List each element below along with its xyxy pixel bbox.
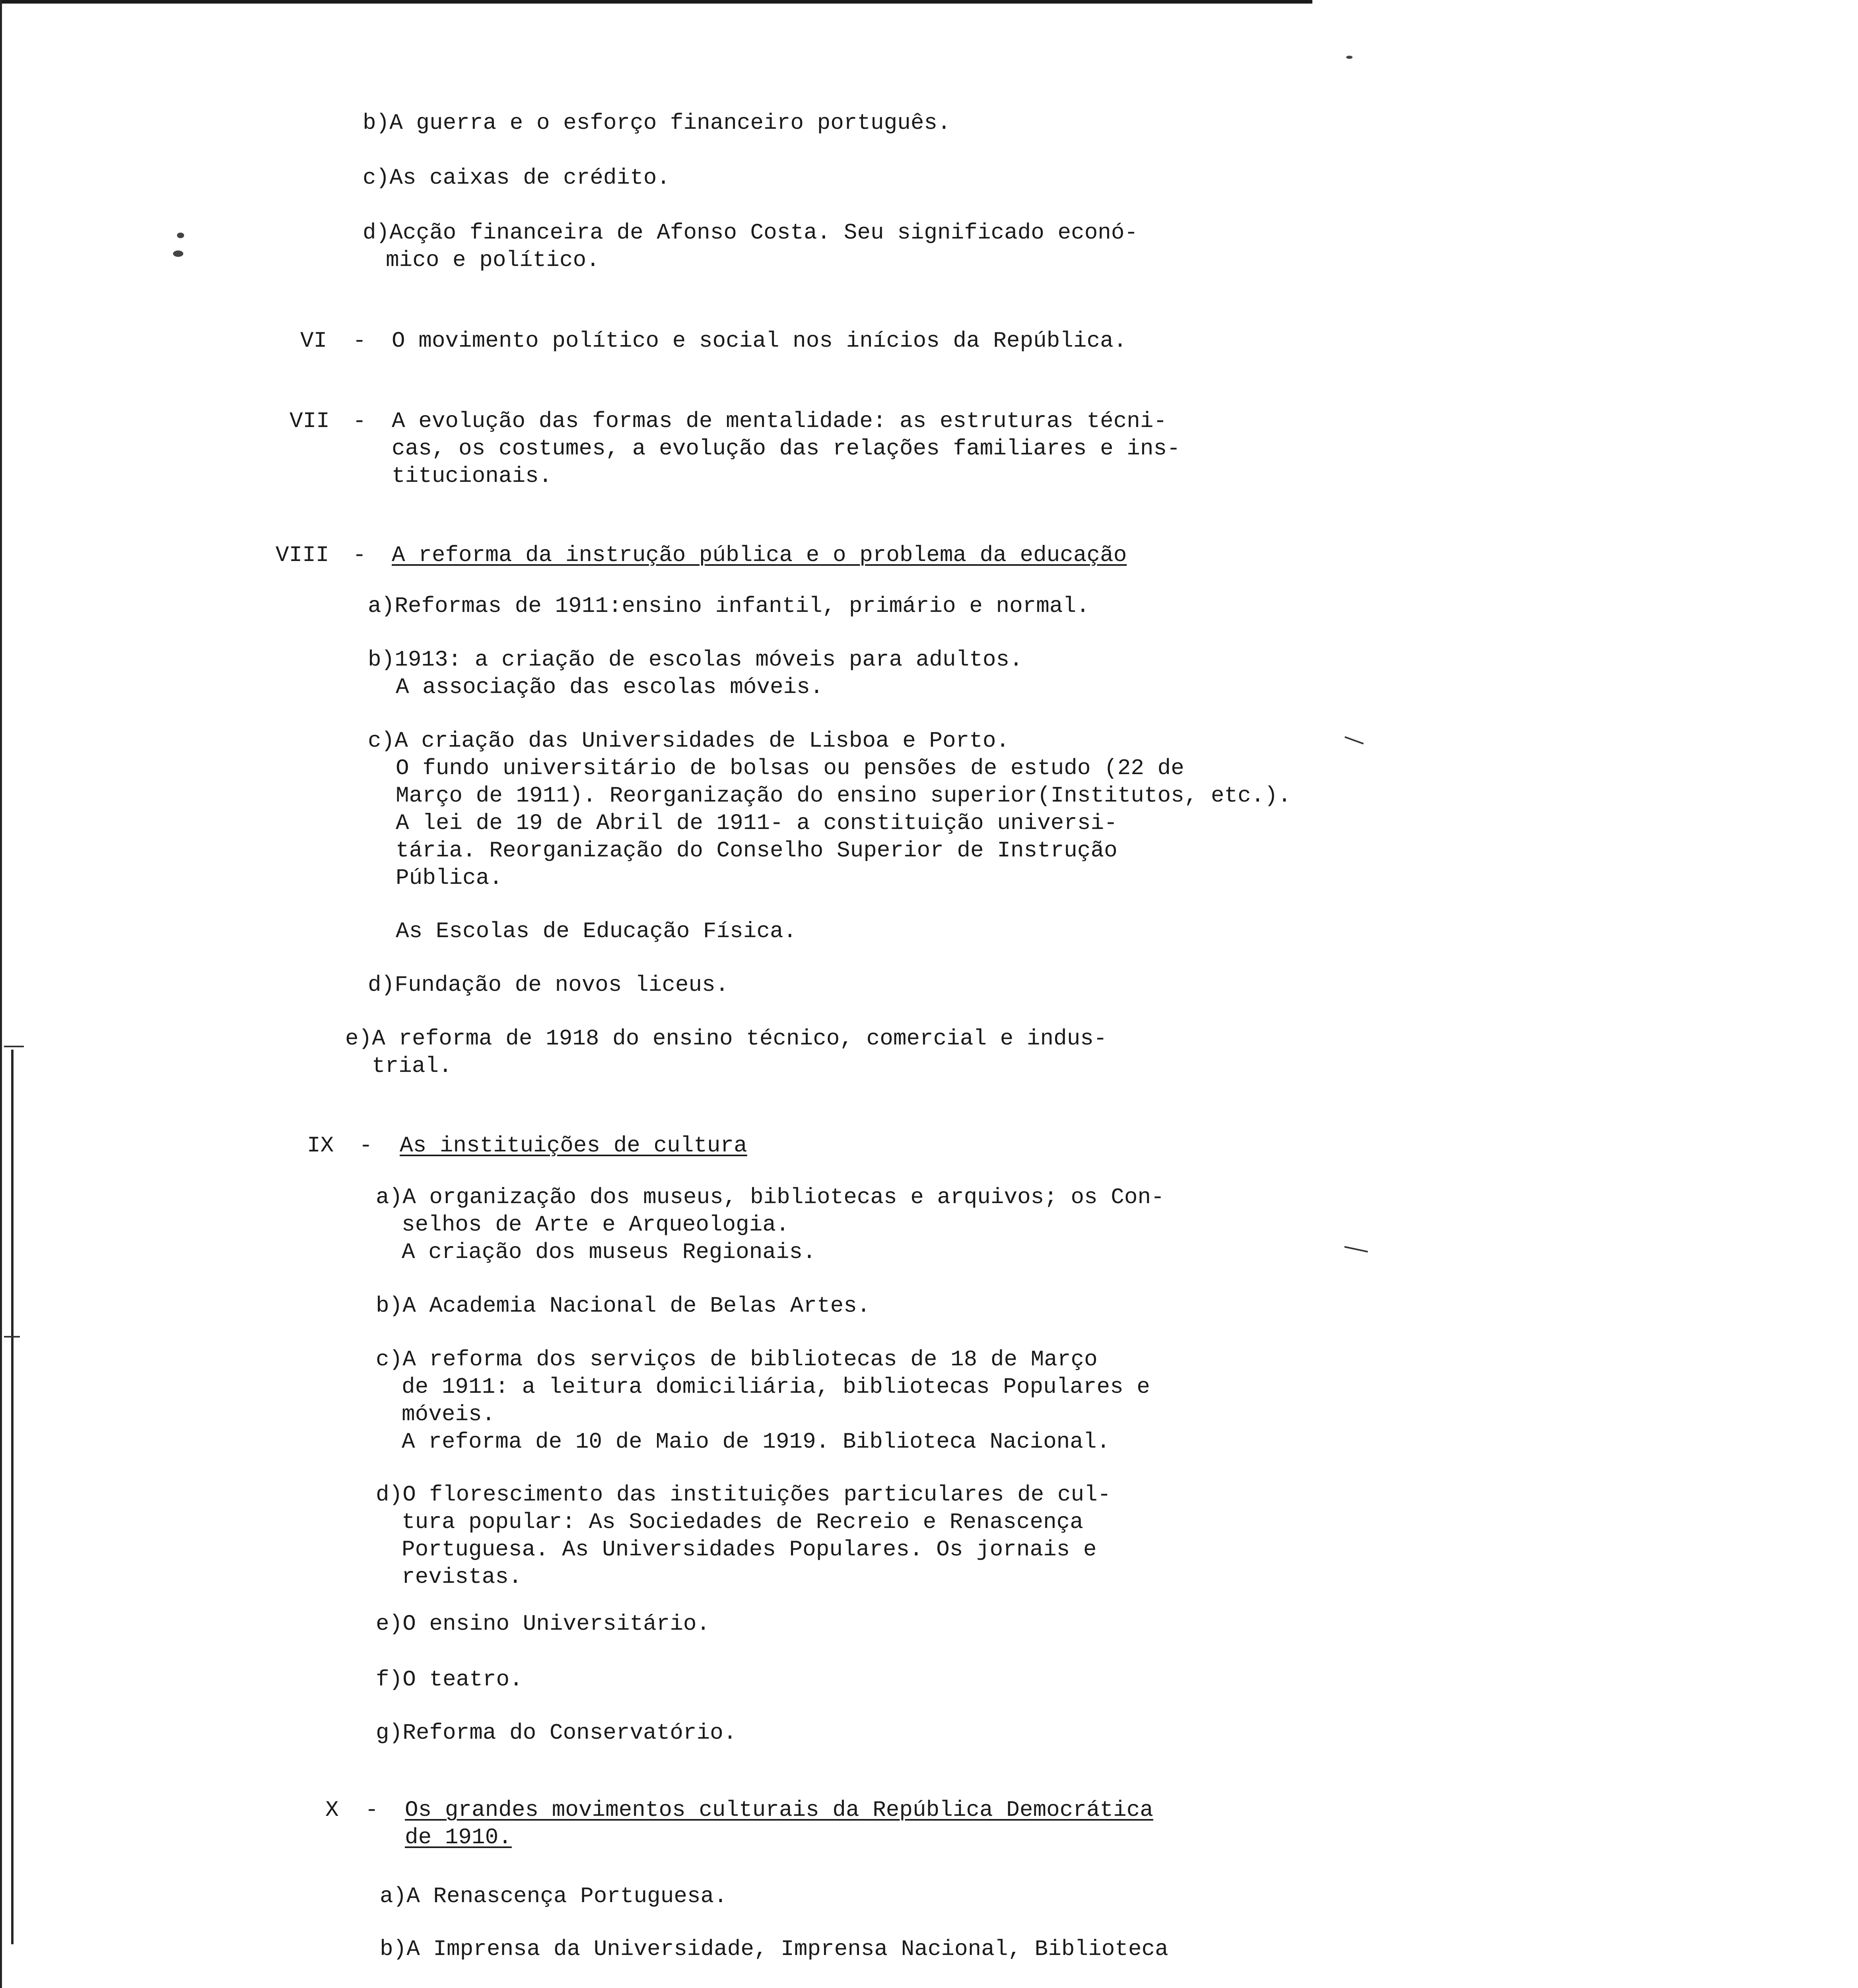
item-g: g)Reforma do Conservatório. bbox=[376, 1720, 737, 1745]
section-dash: - bbox=[359, 1133, 373, 1158]
item-d-line: tura popular: As Sociedades de Recreio e Renascença bbox=[402, 1509, 1083, 1535]
item-d-line: mico e político. bbox=[386, 247, 600, 273]
item-c-extra: As Escolas de Educação Física. bbox=[396, 918, 797, 944]
section-text-line: cas, os costumes, a evolução das relações familiares e ins- bbox=[392, 436, 1180, 461]
item-c-line: Março de 1911). Reorganização do ensino superior(Institutos, etc.). bbox=[396, 783, 1291, 808]
section-heading: Os grandes movimentos culturais da República Democrática bbox=[405, 1797, 1153, 1823]
scan-border-top bbox=[0, 0, 1312, 4]
item-a: a)Reformas de 1911:ensino infantil, primário e normal. bbox=[368, 593, 1090, 619]
scan-mark bbox=[1344, 1246, 1368, 1252]
item-c: c)As caixas de crédito. bbox=[363, 165, 670, 190]
item-e-line: trial. bbox=[372, 1053, 452, 1079]
section-number: VII bbox=[290, 408, 330, 434]
item-b: b)A Academia Nacional de Belas Artes. bbox=[376, 1293, 871, 1318]
item-c-line: de 1911: a leitura domiciliária, bibliotecas Populares e bbox=[402, 1374, 1150, 1400]
item-b-line: A associação das escolas móveis. bbox=[396, 674, 824, 700]
section-dash: - bbox=[353, 542, 366, 568]
item-e: e)A reforma de 1918 do ensino técnico, comercial e indus- bbox=[345, 1026, 1107, 1051]
section-dash: - bbox=[365, 1797, 379, 1823]
section-number: X bbox=[325, 1797, 339, 1823]
scan-tick bbox=[4, 1336, 20, 1338]
section-heading: A reforma da instrução pública e o problema da educação bbox=[392, 542, 1127, 568]
item-c-line: O fundo universitário de bolsas ou pensões de estudo (22 de bbox=[396, 755, 1184, 781]
item-c: c)A reforma dos serviços de bibliotecas de 18 de Março bbox=[376, 1347, 1098, 1372]
scan-speck bbox=[177, 233, 184, 238]
item-b: b)A guerra e o esforço financeiro português. bbox=[363, 110, 951, 136]
section-dash: - bbox=[353, 408, 366, 434]
item-c-line: móveis. bbox=[402, 1402, 496, 1427]
scan-border-left-inner bbox=[11, 1050, 14, 1944]
item-a: a)A Renascença Portuguesa. bbox=[380, 1883, 727, 1909]
item-d: d)Acção financeira de Afonso Costa. Seu significado econó- bbox=[363, 220, 1138, 245]
section-heading-line: de 1910. bbox=[405, 1825, 512, 1850]
item-c-line: A reforma de 10 de Maio de 1919. Biblioteca Nacional. bbox=[402, 1429, 1110, 1454]
item-c-line: Pública. bbox=[396, 865, 503, 891]
item-c-line: tária. Reorganização do Conselho Superior de Instrução bbox=[396, 838, 1118, 863]
section-text-line: A evolução das formas de mentalidade: as estruturas técni- bbox=[392, 408, 1167, 434]
item-d: d)O florescimento das instituições particulares de cul- bbox=[376, 1482, 1111, 1507]
item-d-line: Portuguesa. As Universidades Populares. Os jornais e bbox=[402, 1537, 1097, 1562]
item-a-line: A criação dos museus Regionais. bbox=[402, 1239, 816, 1265]
scan-speck bbox=[173, 250, 183, 257]
item-a-line: selhos de Arte e Arqueologia. bbox=[402, 1212, 789, 1237]
scan-speck bbox=[1346, 56, 1353, 59]
section-text-line: titucionais. bbox=[392, 463, 552, 489]
section-number: IX bbox=[307, 1133, 334, 1158]
section-dash: - bbox=[353, 328, 366, 353]
scan-border-left bbox=[0, 0, 2, 1988]
item-d: d)Fundação de novos liceus. bbox=[368, 972, 729, 998]
item-b: b)1913: a criação de escolas móveis para adultos. bbox=[368, 647, 1023, 672]
item-c: c)A criação das Universidades de Lisboa e Porto. bbox=[368, 728, 1010, 753]
scan-mark bbox=[1345, 736, 1364, 745]
section-number: VI bbox=[300, 328, 327, 353]
section-number: VIII bbox=[276, 542, 329, 568]
scan-tick bbox=[4, 1046, 24, 1047]
section-heading: As instituições de cultura bbox=[400, 1133, 747, 1158]
section-title: O movimento político e social nos inícios da República. bbox=[392, 328, 1127, 353]
item-c-line: A lei de 19 de Abril de 1911- a constituição universi- bbox=[396, 810, 1118, 836]
item-d-line: revistas. bbox=[402, 1564, 522, 1590]
item-f: f)O teatro. bbox=[376, 1667, 523, 1692]
item-a: a)A organização dos museus, bibliotecas e arquivos; os Con- bbox=[376, 1184, 1164, 1210]
item-e: e)O ensino Universitário. bbox=[376, 1611, 710, 1637]
item-b: b)A Imprensa da Universidade, Imprensa Nacional, Biblioteca bbox=[380, 1936, 1168, 1962]
